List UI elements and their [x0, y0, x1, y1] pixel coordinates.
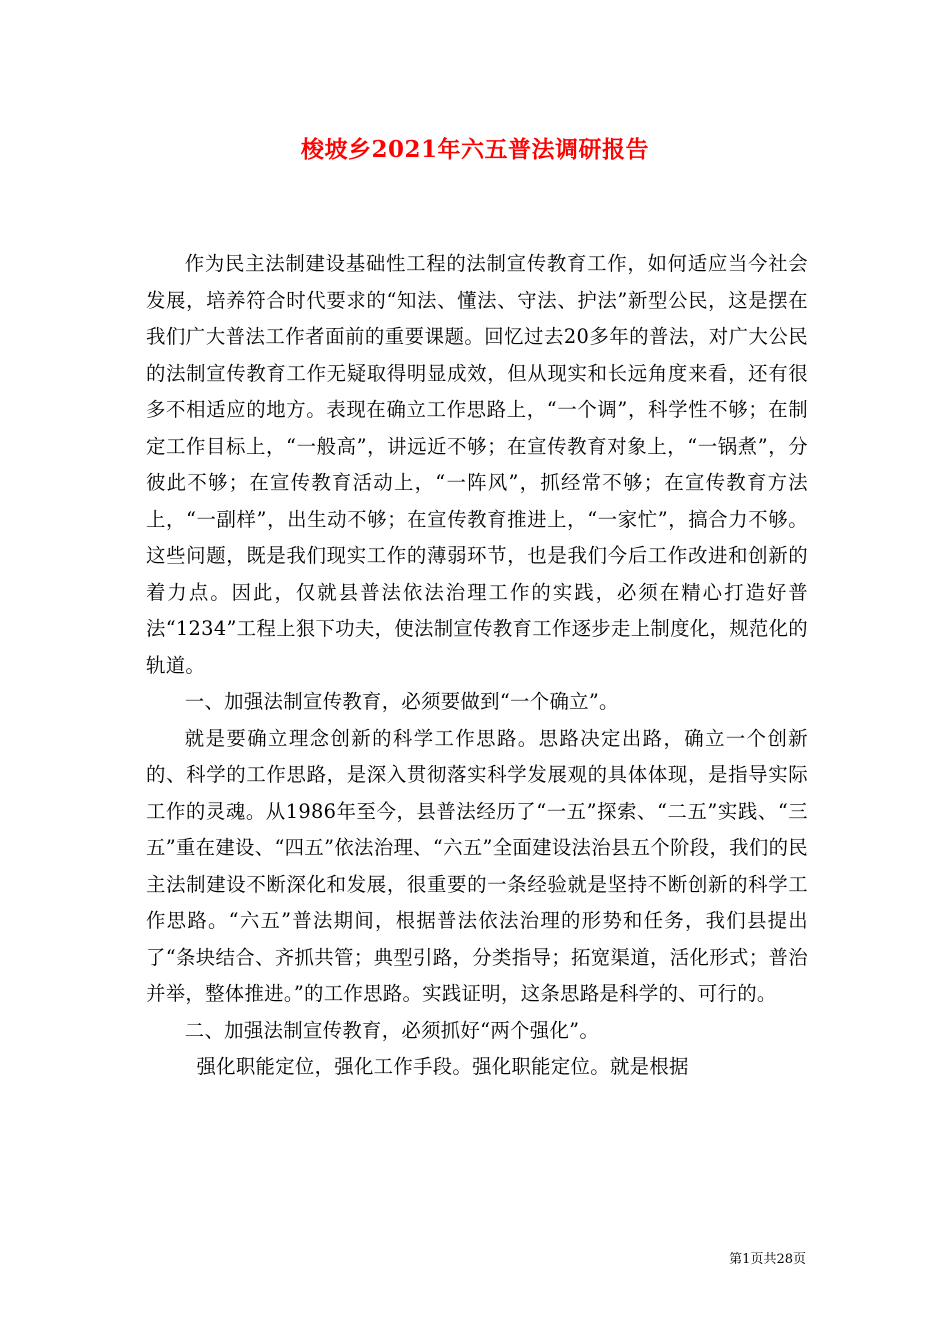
- paragraph-intro: 作为民主法制建设基础性工程的法制宣传教育工作，如何适应当今社会发展，培养符合时代要求的“知法、懂法、守法、护法”新型公民，这是摆在我们广大普法工作者面前的重要课题。回忆过去20多年的普法，对广大公民的法制宣传教育工作无疑取得明显成效，但从现实和长远角度来看，还有很多不相适应的地方。表现在确立工作思路上，“一个调”，科学性不够；在制定工作目标上，“一般高”，讲远近不够；在宣传教育对象上，“一锅煮”，分彼此不够；在宣传教育活动上，“一阵风”，抓经常不够；在宣传教育方法上，“一副样”，出生动不够；在宣传教育推进上，“一家忙”，搞合力不够。这些问题，既是我们现实工作的薄弱环节，也是我们今后工作改进和创新的着力点。因此，仅就县普法依法治理工作的实践，必须在精心打造好普法“1234”工程上狠下功夫，使法制宣传教育工作逐步走上制度化，规范化的轨道。: [146, 252, 808, 677]
- document-body: [146, 246, 808, 1086]
- paragraph-section-one: 就是要确立理念创新的科学工作思路。思路决定出路，确立一个创新的、科学的工作思路，是深入贯彻落实科学发展观的具体体现，是指导实际工作的灵魂。从1986年至今，县普法经历了“一五”探索、“二五”实践、“三五”重在建设、“四五”依法治理、“六五”全面建设法治县五个阶段，我们的民主法制建设不断深化和发展，很重要的一条经验就是坚持不断创新的科学工作思路。“六五”普法期间，根据普法依法治理的形势和任务，我们县提出了“条块结合、齐抓共管；典型引路，分类指导；拓宽渠道，活化形式；普治并举，整体推进。”的工作思路。实践证明，这条思路是科学的、可行的。: [146, 726, 808, 1005]
- page-number: 第1页共28页: [729, 1252, 806, 1267]
- paragraph-section-two: 强化职能定位，强化工作手段。强化职能定位。就是根据: [196, 1055, 689, 1078]
- document-title: 梭坡乡2021年六五普法调研报告: [300, 136, 649, 163]
- section-heading-two: 二、加强法制宣传教育，必须抓好“两个强化”。: [184, 1018, 600, 1042]
- section-heading-one: 一、加强法制宣传教育，必须要做到“一个确立”。: [184, 690, 619, 713]
